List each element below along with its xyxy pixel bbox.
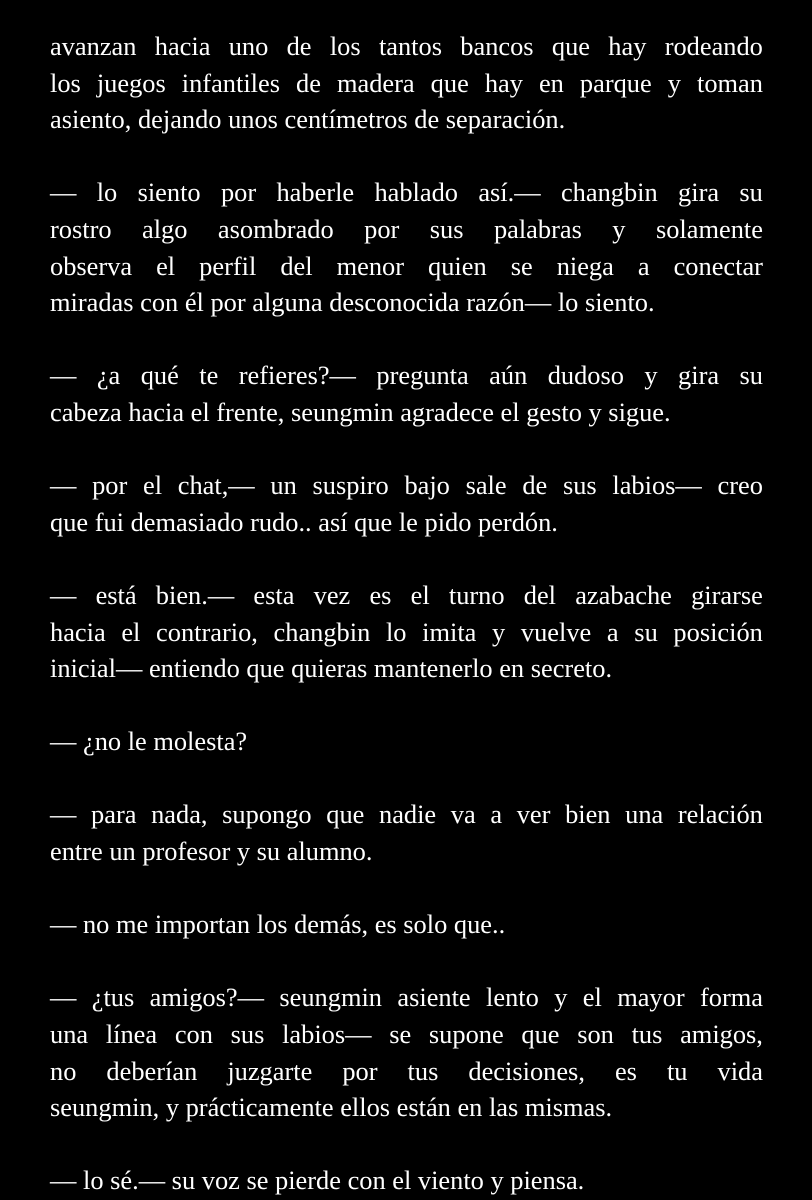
text-line: — no me importan los demás, es solo que.. bbox=[50, 909, 506, 940]
text-line: inicial— entiendo que quieras mantenerlo en secreto. bbox=[50, 653, 613, 684]
text-line: — lo sé.— su voz se pierde con el viento y piensa. bbox=[50, 1165, 585, 1196]
text-line: asiento, dejando unos centímetros de separación. bbox=[50, 104, 566, 135]
paragraph bbox=[50, 174, 763, 320]
paragraph bbox=[50, 906, 763, 943]
text-line: seungmin, y prácticamente ellos están en las mismas. bbox=[50, 1092, 613, 1123]
text-line: — por el chat,— un suspiro bajo sale de sus labios— creo bbox=[50, 470, 763, 501]
text-line: — ¿a qué te refieres?— pregunta aún dudoso y gira su bbox=[50, 360, 763, 391]
text-line: los juegos infantiles de madera que hay en parque y toman bbox=[50, 67, 763, 98]
paragraph bbox=[50, 28, 763, 138]
paragraph bbox=[50, 357, 763, 430]
text-line: entre un profesor y su alumno. bbox=[50, 836, 373, 867]
paragraph bbox=[50, 1162, 763, 1199]
text-line: cabeza hacia el frente, seungmin agradece el gesto y sigue. bbox=[50, 396, 671, 427]
paragraph bbox=[50, 723, 763, 760]
text-line: hacia el contrario, changbin lo imita y vuelve a su posición bbox=[50, 616, 763, 647]
text-line: miradas con él por alguna desconocida razón— lo siento. bbox=[50, 287, 655, 318]
text-line: — para nada, supongo que nadie va a ver bien una relación bbox=[50, 799, 763, 830]
text-line: avanzan hacia uno de los tantos bancos que hay rodeando bbox=[50, 31, 763, 61]
paragraph bbox=[50, 577, 763, 687]
paragraph bbox=[50, 979, 763, 1125]
text-line: observa el perfil del menor quien se niega a conectar bbox=[50, 250, 763, 281]
text-line: no deberían juzgarte por tus decisiones, es tu vida bbox=[50, 1055, 763, 1086]
text-line: que fui demasiado rudo.. así que le pido perdón. bbox=[50, 506, 558, 537]
text-line: — está bien.— esta vez es el turno del azabache girarse bbox=[50, 579, 763, 610]
text-line: — lo siento por haberle hablado así.— changbin gira su bbox=[50, 177, 763, 208]
text-line: — ¿tus amigos?— seungmin asiente lento y el mayor forma bbox=[50, 982, 763, 1013]
text-line: — ¿no le molesta? bbox=[50, 726, 248, 757]
text-line: rostro algo asombrado por sus palabras y solamente bbox=[50, 213, 763, 244]
paragraph bbox=[50, 796, 763, 869]
text-line: una línea con sus labios— se supone que son tus amigos, bbox=[50, 1019, 763, 1050]
story-text bbox=[50, 28, 763, 1199]
paragraph bbox=[50, 467, 763, 540]
